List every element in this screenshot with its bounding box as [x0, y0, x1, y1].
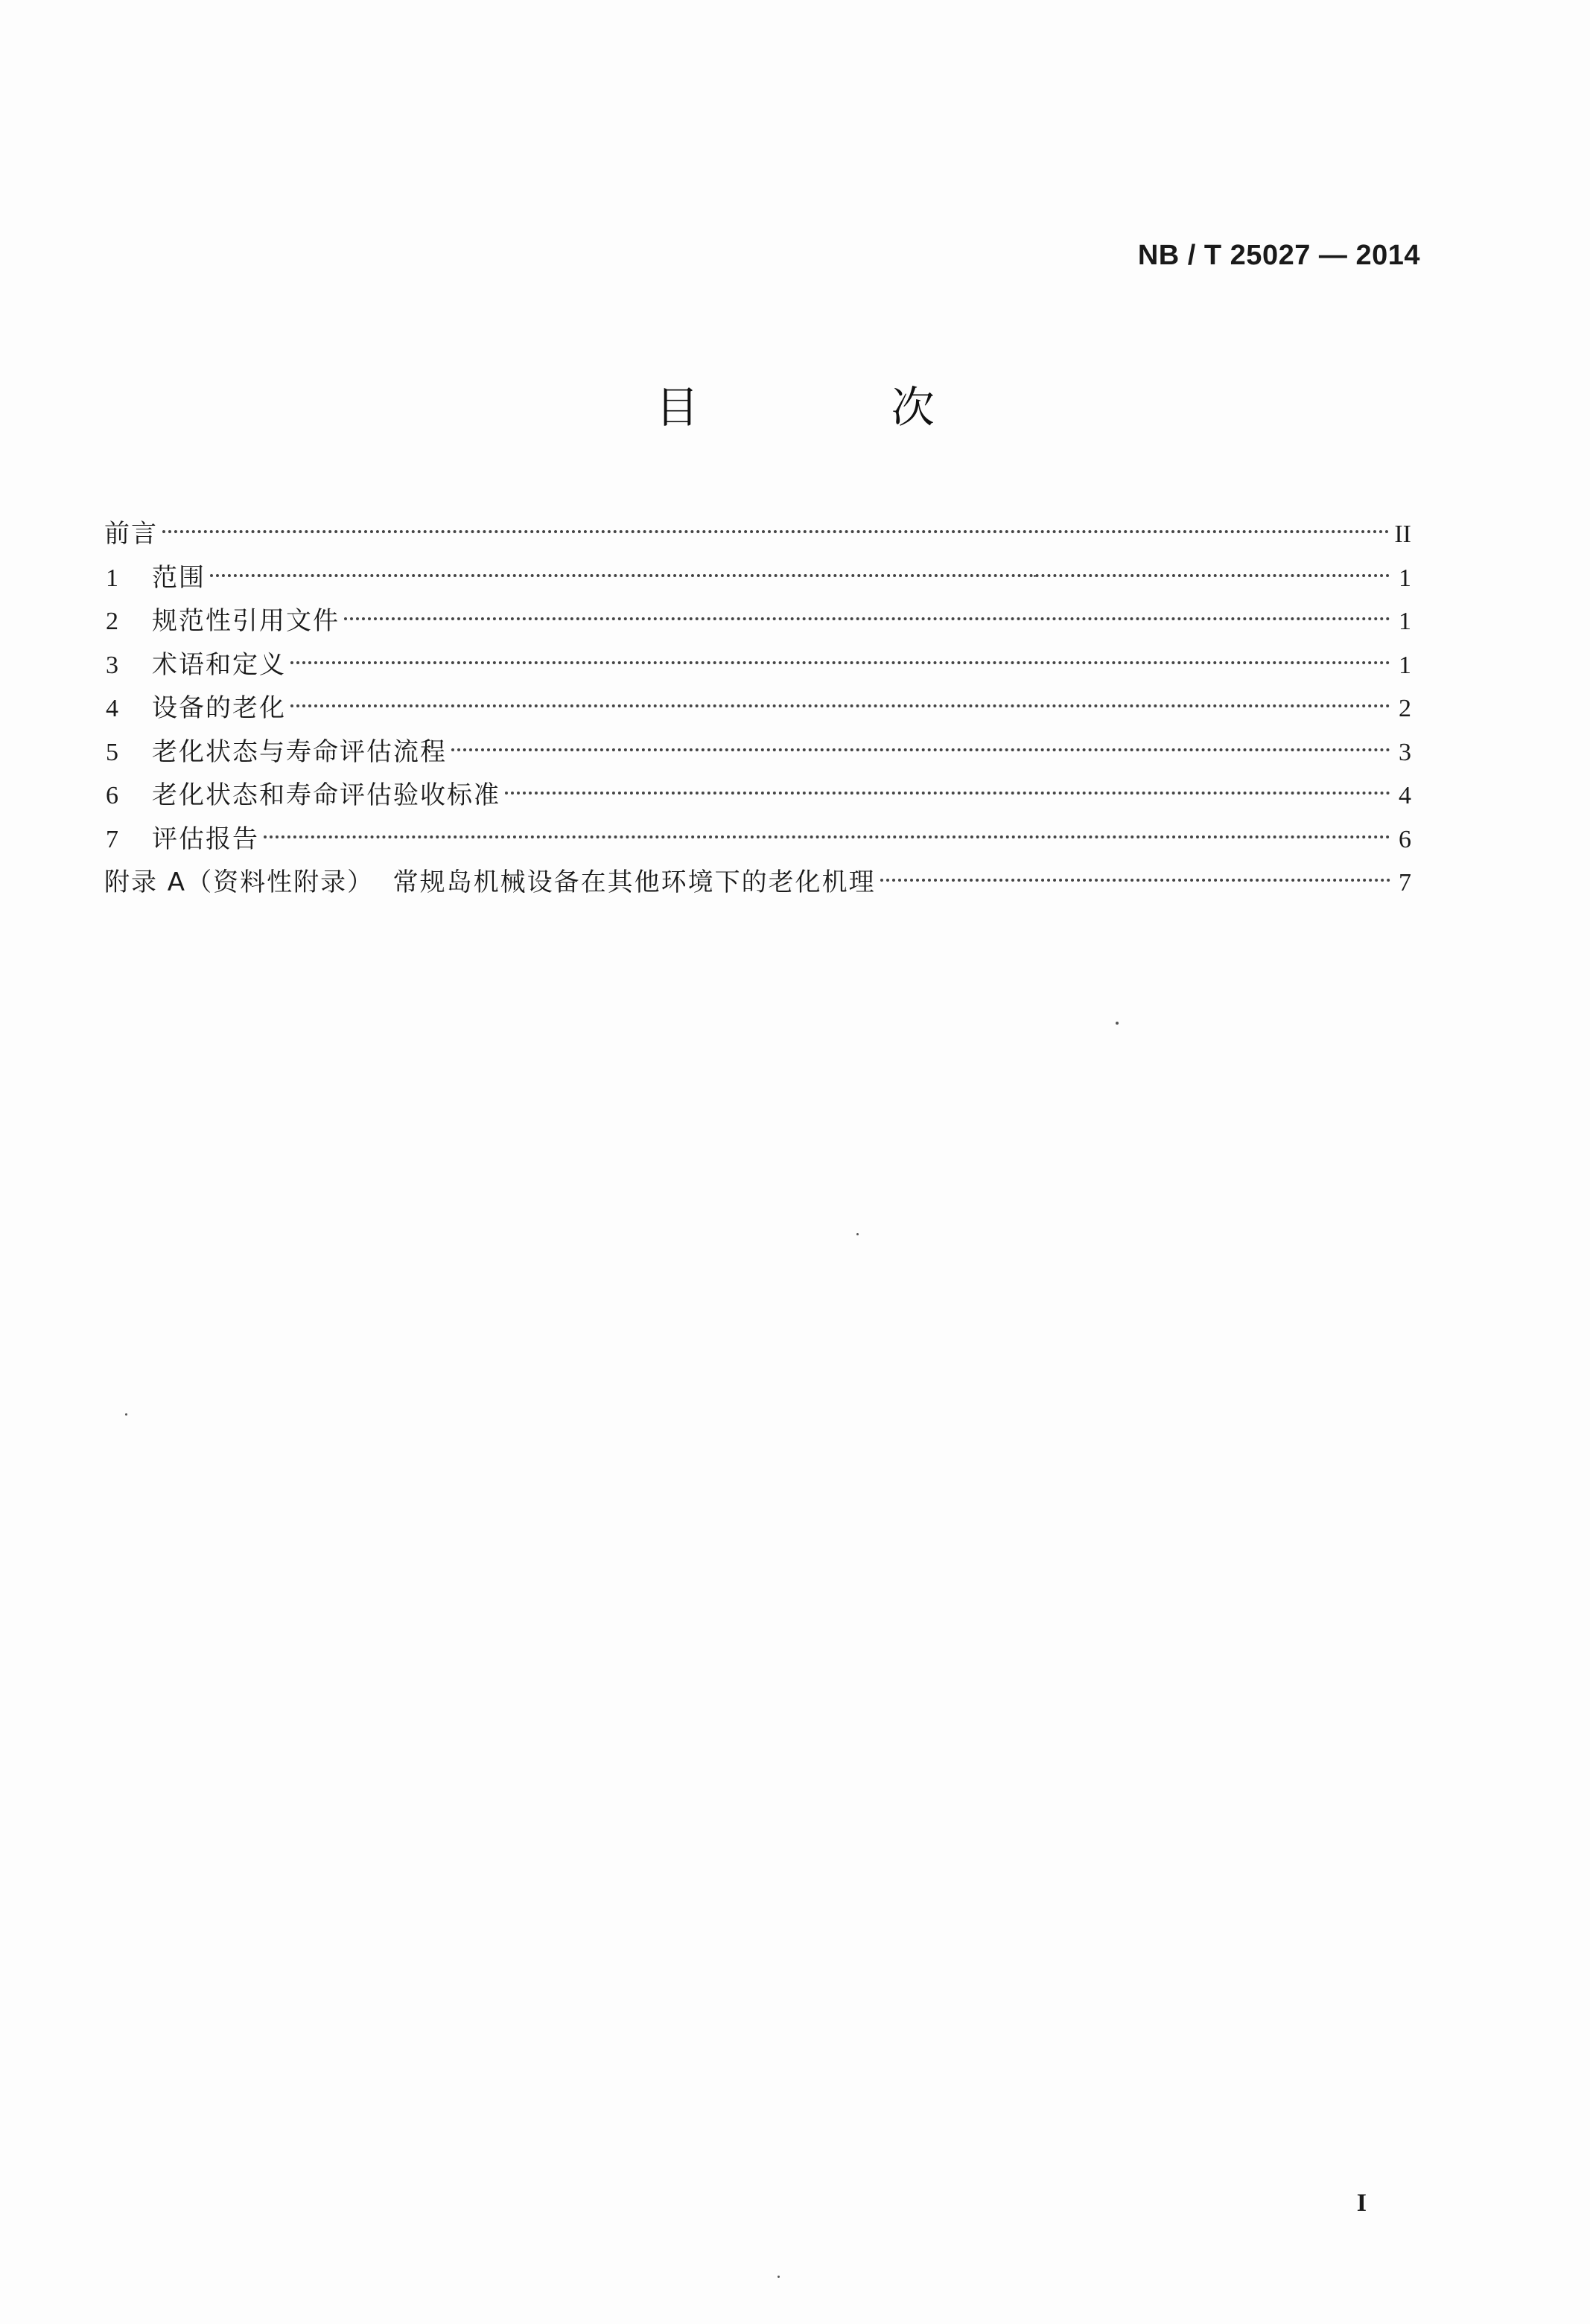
toc-entry-number: 5 — [106, 738, 118, 766]
toc-entry-page: 4 — [1399, 782, 1411, 809]
toc-leader-dots — [290, 661, 1390, 664]
toc-leader-dots — [162, 530, 1390, 533]
toc-entry-label: 老化状态和寿命评估验收标准 — [152, 780, 500, 810]
toc-entry-page: 6 — [1399, 825, 1411, 853]
toc-entry-label: 规范性引用文件 — [152, 606, 340, 636]
toc-entry-number: 1 — [106, 564, 118, 592]
toc-entry-6[interactable] — [104, 774, 1411, 818]
toc-entry-page: II — [1394, 520, 1411, 548]
toc-entry-label: 范围 — [152, 562, 206, 593]
toc-entry-4[interactable] — [104, 687, 1411, 730]
toc-entry-label: 评估报告 — [152, 824, 259, 854]
toc-entry-5[interactable] — [104, 730, 1411, 774]
toc-entry-page: 7 — [1399, 869, 1411, 897]
toc-leader-dots — [210, 574, 1390, 577]
toc-entry-7[interactable] — [104, 818, 1411, 862]
toc-entry-page: 1 — [1399, 651, 1411, 679]
toc-leader-dots — [264, 835, 1390, 838]
toc-entry-page: 3 — [1399, 738, 1411, 766]
table-of-contents — [104, 512, 1411, 905]
toc-entry-number: 4 — [106, 695, 118, 722]
toc-entry-page: 2 — [1399, 695, 1411, 722]
scan-speck — [777, 2276, 780, 2278]
toc-entry-number: 6 — [106, 782, 118, 809]
toc-leader-dots — [880, 879, 1390, 882]
toc-entry-number: 7 — [106, 825, 118, 853]
toc-entry-3[interactable] — [104, 643, 1411, 687]
toc-entry-page: 1 — [1399, 608, 1411, 635]
toc-entry-label: 前言 — [104, 519, 158, 549]
toc-leader-dots — [451, 748, 1390, 751]
standard-number: NB / T 25027 — 2014 — [1137, 240, 1420, 271]
page-title: 目 次 — [655, 382, 1024, 433]
toc-entry-label: 设备的老化 — [152, 693, 286, 723]
toc-leader-dots — [344, 617, 1390, 620]
scan-speck — [1116, 1022, 1119, 1025]
toc-leader-dots — [290, 704, 1390, 707]
scan-speck — [856, 1233, 859, 1235]
toc-entry-number: 2 — [106, 608, 118, 635]
scan-speck — [125, 1413, 127, 1416]
toc-entry-label: 术语和定义 — [152, 649, 286, 680]
page-number: I — [1356, 2189, 1367, 2217]
toc-entry-2[interactable] — [104, 599, 1411, 643]
toc-entry-preface[interactable] — [104, 512, 1411, 556]
toc-entry-label: 附录 A（资料性附录） 常规岛机械设备在其他环境下的老化机理 — [104, 867, 876, 897]
scan-speck — [1034, 575, 1036, 577]
toc-entry-1[interactable] — [104, 556, 1411, 600]
toc-entry-label: 老化状态与寿命评估流程 — [152, 736, 447, 767]
toc-entry-number: 3 — [106, 651, 118, 679]
toc-entry-page: 1 — [1399, 564, 1411, 592]
toc-entry-appendix-a[interactable] — [104, 861, 1411, 905]
toc-leader-dots — [505, 792, 1390, 795]
